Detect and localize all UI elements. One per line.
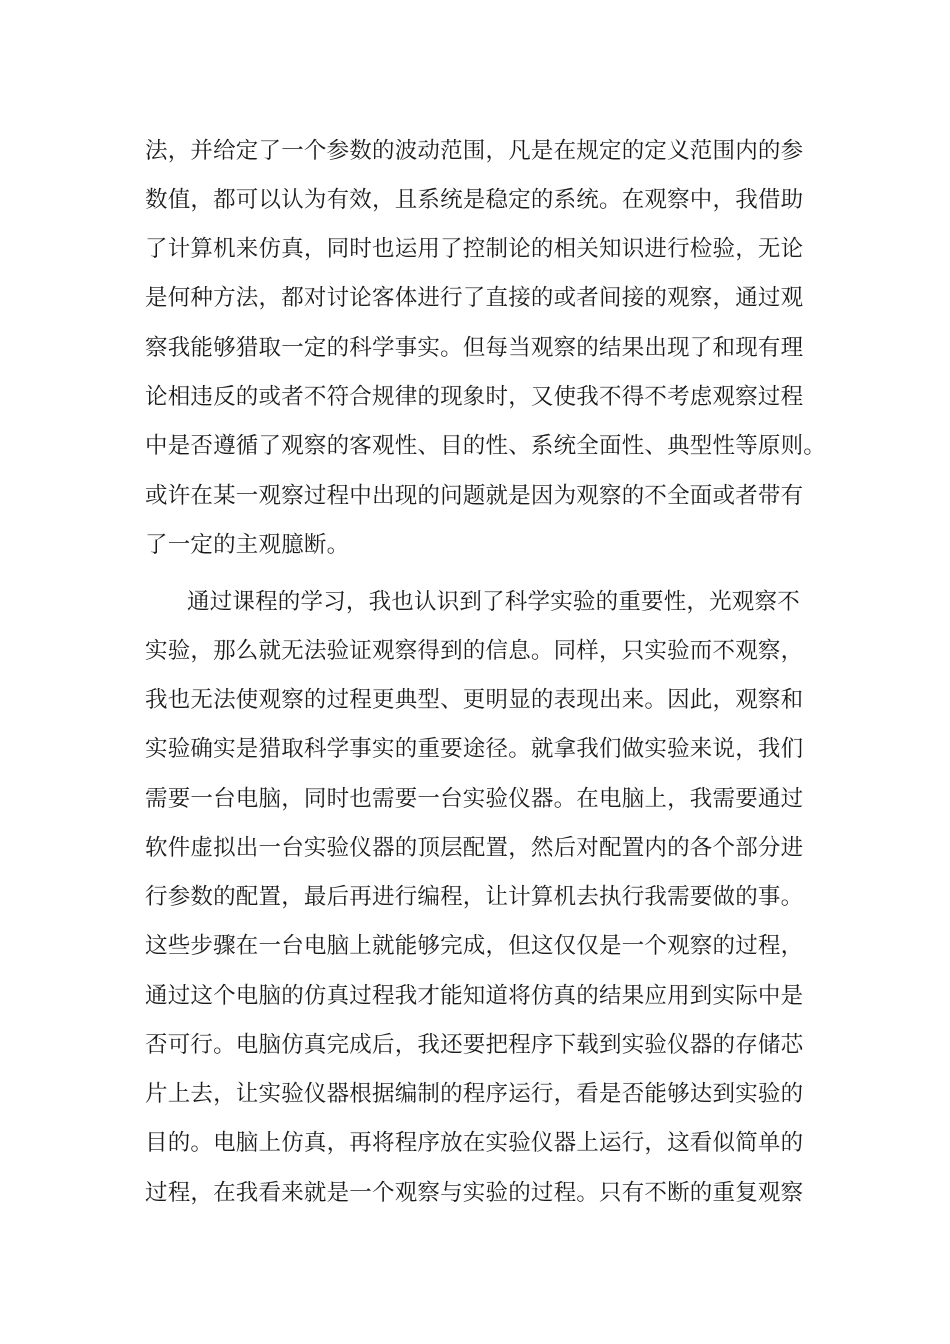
text-line: 否可行。电脑仿真完成后，我还要把程序下载到实验仪器的存储芯 <box>145 1032 804 1058</box>
text-line: 需要一台电脑，同时也需要一台实验仪器。在电脑上，我需要通过 <box>145 786 804 812</box>
text-line: 了计算机来仿真，同时也运用了控制论的相关知识进行检验，无论 <box>145 236 804 262</box>
text-line: 法，并给定了一个参数的波动范围，凡是在规定的定义范围内的参 <box>145 138 804 164</box>
text-line: 我也无法使观察的过程更典型、更明显的表现出来。因此，观察和 <box>145 687 804 713</box>
text-line: 论相违反的或者不符合规律的现象时，又使我不得不考虑观察过程 <box>145 384 804 410</box>
text-line: 是何种方法，都对讨论客体进行了直接的或者间接的观察，通过观 <box>145 285 804 311</box>
text-line: 察我能够猎取一定的科学事实。但每当观察的结果出现了和现有理 <box>145 335 804 361</box>
text-line: 行参数的配置，最后再进行编程，让计算机去执行我需要做的事。 <box>145 884 804 910</box>
text-line: 这些步骤在一台电脑上就能够完成，但这仅仅是一个观察的过程， <box>145 933 804 959</box>
text-line: 中是否遵循了观察的客观性、目的性、系统全面性、典型性等原则。 <box>145 433 827 459</box>
text-line: 了一定的主观臆断。 <box>145 532 350 558</box>
text-line: 实验确实是猎取科学事实的重要途径。就拿我们做实验来说，我们 <box>145 736 804 762</box>
text-line: 通过这个电脑的仿真过程我才能知道将仿真的结果应用到实际中是 <box>145 983 804 1009</box>
text-line: 软件虚拟出一台实验仪器的顶层配置，然后对配置内的各个部分进 <box>145 835 804 861</box>
text-line: 数值，都可以认为有效，且系统是稳定的系统。在观察中，我借助 <box>145 187 804 213</box>
text-line: 或许在某一观察过程中出现的问题就是因为观察的不全面或者带有 <box>145 483 804 509</box>
text-line: 通过课程的学习，我也认识到了科学实验的重要性，光观察不 <box>187 589 800 615</box>
text-line: 目的。电脑上仿真，再将程序放在实验仪器上运行，这看似简单的 <box>145 1130 804 1156</box>
text-line: 过程，在我看来就是一个观察与实验的过程。只有不断的重复观察 <box>145 1180 804 1206</box>
text-line: 片上去，让实验仪器根据编制的程序运行，看是否能够达到实验的 <box>145 1081 804 1107</box>
text-line: 实验，那么就无法验证观察得到的信息。同样，只实验而不观察， <box>145 638 804 664</box>
